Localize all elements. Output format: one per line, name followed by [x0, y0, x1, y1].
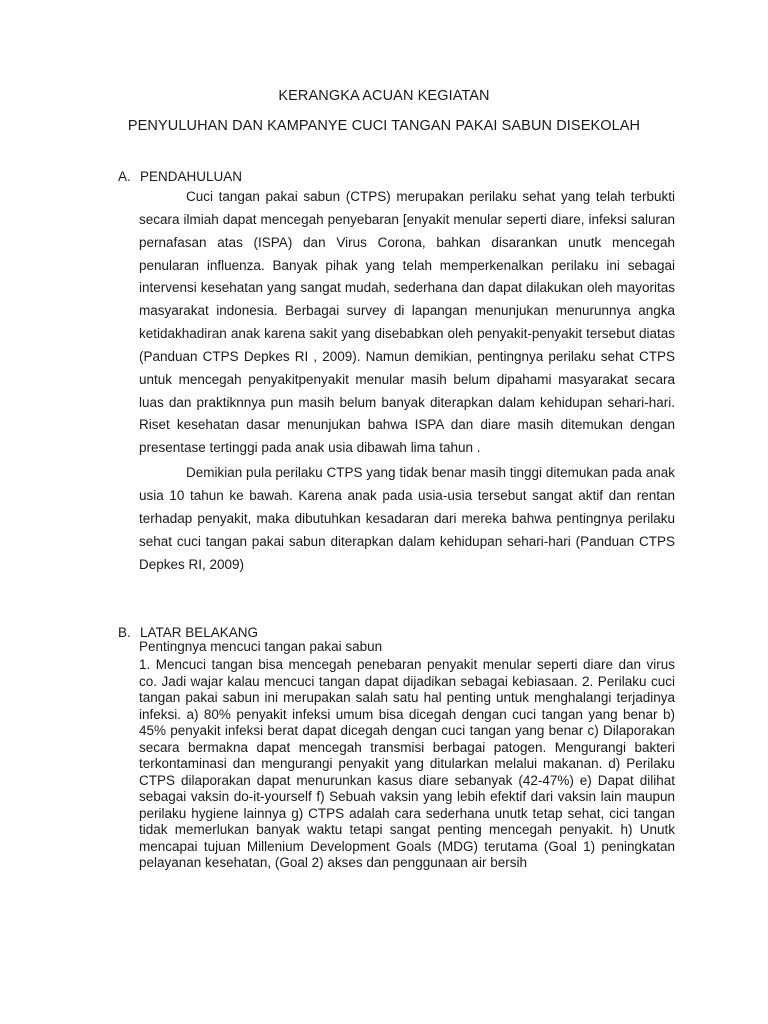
section-a-paragraph-2: Demikian pula perilaku CTPS yang tidak benar masih tinggi ditemukan pada anak usia 10 tahun ke bawah. Karena anak pada usia-usia tersebut sangat aktif dan rentan terhadap penyakit, maka dibutuhkan kesadaran dari mereka bahwa pentingnya perilaku sehat cuci tangan pakai sabun diterapkan dalam kehidupan sehari-hari (Panduan CTPS Depkes RI, 2009): [139, 465, 675, 572]
section-a-heading: [118, 169, 242, 184]
section-a-body: [139, 186, 675, 576]
section-b-paragraph: 1. Mencuci tangan bisa mencegah penebaran penyakit menular seperti diare dan virus co. Jadi wajar kalau mencuci tangan dapat dijadikan sebagai kebiasaan. 2. Perilaku cuci tangan pakai sabun ini merupakan salah satu hal penting untuk menghalangi terjadinya infeksi. a) 80% penyakit infeksi umum bisa dicegah dengan cuci tangan yang benar b) 45% penyakit infeksi berat dapat dicegah dengan cuci tangan yang benar c) Dilaporakan secara bermakna dapat mencegah transmisi berbagai patogen. Mengurangi bakteri terkontaminasi dan mengurangi penyakit yang ditularkan melalui makanan. d) Perilaku CTPS dilaporakan dapat menurunkan kasus diare sebanyak (42-47%) e) Dapat dilihat sebagai vaksin do-it-yourself f) Sebuah vaksin yang lebih efektif dari vaksin lain maupun perilaku hygiene lainnya g) CTPS adalah cara sederhana unutk tetap sehat, cici tangan tidak memerlukan banyak waktu tetapi sangat penting mencegah penyakit. h) Unutk mencapai tujuan Millenium Development Goals (MDG) terutama (Goal 1) peningkatan pelayanan kesehatan, (Goal 2) akses dan penggunaan air bersih: [139, 657, 675, 870]
section-a-title: PENDAHULUAN: [140, 169, 243, 184]
section-a-letter: A.: [118, 169, 131, 184]
document-title: KERANGKA ACUAN KEGIATAN: [278, 88, 490, 104]
section-b-heading: [118, 625, 258, 640]
section-a-paragraph-1: Cuci tangan pakai sabun (CTPS) merupakan perilaku sehat yang telah terbukti secara ilmiah dapat mencegah penyebaran [enyakit menular seperti diare, infeksi saluran pernafasan atas (ISPA) dan Virus Corona, bahkan disarankan unutk mencegah penularan influenza. Banyak pihak yang telah memperkenalkan perilaku ini sebagai intervensi kesehatan yang sangat mudah, sederhana dan dapat dilakukan oleh mayoritas masyarakat indonesia. Berbagai survey di lapangan menunjukan menurunnya angka ketidakhadiran anak karena sakit yang disebabkan oleh penyakit-penyakit tersebut diatas (Panduan CTPS Depkes RI , 2009). Namun demikian, pentingnya perilaku sehat CTPS untuk mencegah penyakitpenyakit menular masih belum dipahami masyarakat secara luas dan praktiknnya pun masih belum banyak diterapkan dalam kehidupan sehari-hari. Riset kesehatan dasar menunjukan bahwa ISPA dan diare masih ditemukan dengan presentase tertinggi pada anak usia dibawah lima tahun .: [139, 189, 675, 456]
document-subtitle: PENYULUHAN DAN KAMPANYE CUCI TANGAN PAKAI SABUN DISEKOLAH: [127, 118, 641, 134]
section-b-body: [139, 657, 675, 872]
section-b-title: LATAR BELAKANG: [140, 625, 259, 640]
section-b-letter: B.: [118, 625, 131, 640]
section-b-subheading: Pentingnya mencuci tangan pakai sabun: [139, 639, 383, 654]
